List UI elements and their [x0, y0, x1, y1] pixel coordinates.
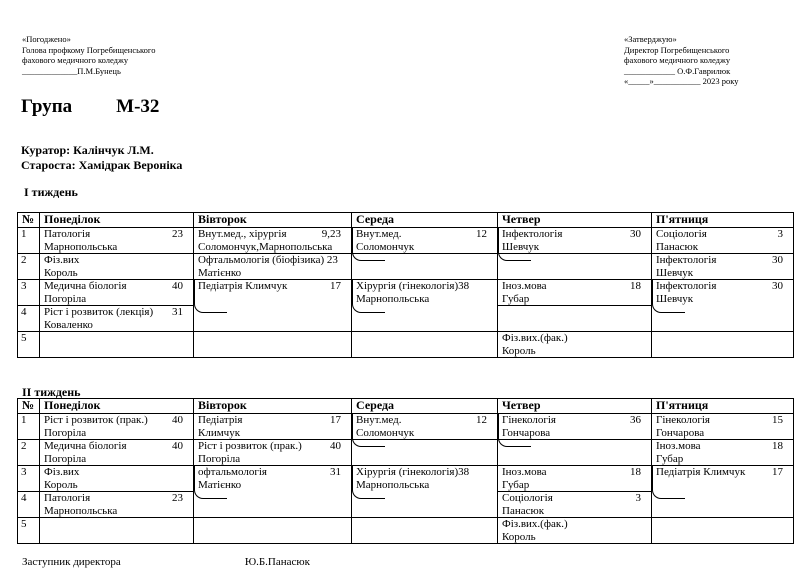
teacher-name: Погоріла: [44, 452, 87, 465]
subject-name: Іноз.мова: [502, 466, 547, 478]
room-number: 17: [772, 466, 783, 478]
room-number: 17: [330, 280, 341, 292]
teacher-name: Панасюк: [502, 504, 545, 517]
room-number: 15: [772, 414, 783, 426]
lesson-number: 3: [18, 280, 40, 306]
lesson-cell: [40, 280, 194, 306]
table-row: [18, 254, 794, 280]
subject-name: Інфектологія: [656, 280, 717, 292]
lesson-cell: [194, 518, 352, 544]
subject-name: Медична біологія: [44, 280, 127, 292]
lesson-cell: [498, 254, 652, 280]
room-number: 23: [172, 228, 183, 240]
lesson-cell: [652, 228, 794, 254]
subject-name: Ріст і розвиток (лекція): [44, 306, 154, 318]
subject-name: Внут.мед., хірургія: [198, 228, 287, 240]
subject-name: офтальмологія: [198, 466, 267, 478]
curator-block: [21, 143, 182, 173]
column-header: П'ятниця: [652, 213, 794, 228]
subject-name: Ріст і розвиток (прак.): [44, 414, 148, 426]
lesson-cell: [352, 414, 498, 440]
teacher-name: Шевчук: [656, 266, 694, 279]
teacher-name: Марнопольська: [44, 504, 118, 517]
teacher-name: Король: [44, 266, 78, 279]
subject-name: Інфектологія: [502, 228, 563, 240]
room-number: 30: [772, 280, 783, 292]
lesson-cell: [194, 228, 352, 254]
lesson-cell: [194, 332, 352, 358]
approval-left-block: [22, 34, 155, 76]
week-1-label: І тиждень: [24, 185, 78, 199]
approval-right-line: «Затверджую»: [624, 34, 677, 44]
column-header: №: [18, 213, 40, 228]
lesson-cell: [194, 440, 352, 466]
teacher-name: Матієнко: [198, 478, 242, 491]
column-header: П'ятниця: [652, 399, 794, 414]
teacher-name: Шевчук: [502, 240, 540, 253]
subject-name: Фіз.вих: [44, 466, 80, 478]
lesson-number: 1: [18, 228, 40, 254]
lesson-cell: [652, 254, 794, 280]
lesson-number: 1: [18, 414, 40, 440]
subject-name: Патологія: [44, 228, 91, 240]
lesson-number: 2: [18, 254, 40, 280]
room-number: 9,23: [321, 228, 341, 240]
teacher-name: Коваленко: [44, 318, 93, 331]
lesson-cell: [652, 280, 794, 332]
teacher-name: Гончарова: [502, 426, 551, 439]
teacher-name: Гончарова: [656, 426, 705, 439]
lesson-cell: [40, 228, 194, 254]
lesson-cell: [498, 332, 652, 358]
approval-right-line: Директор Погребищенського: [624, 44, 730, 55]
lesson-number: 3: [18, 466, 40, 492]
lesson-cell: [40, 466, 194, 492]
lesson-cell: [652, 440, 794, 466]
lesson-cell: [40, 414, 194, 440]
week-2-label: ІІ тиждень: [22, 385, 81, 399]
teacher-name: Соломончук,Марнопольська: [198, 240, 333, 253]
room-number: 12: [476, 228, 487, 240]
table-row: [18, 228, 794, 254]
teacher-name: Погоріла: [198, 452, 241, 465]
column-header: Четвер: [498, 213, 652, 228]
lesson-cell: [498, 466, 652, 492]
room-number: 12: [476, 414, 487, 426]
room-number: 40: [330, 440, 341, 452]
subject-name: Гінекологія: [656, 414, 710, 426]
signature-name: Ю.Б.Панасюк: [244, 556, 310, 568]
starosta-line: Староста: Хамідрак Вероніка: [21, 158, 183, 172]
lesson-number: 5: [18, 518, 40, 544]
table-row: [18, 414, 794, 440]
lesson-cell: [194, 414, 352, 440]
group-title: [21, 96, 159, 118]
lesson-cell: [352, 254, 498, 280]
teacher-name: Марнопольська: [356, 478, 430, 491]
column-header: Четвер: [498, 399, 652, 414]
lesson-cell: [498, 414, 652, 440]
room-number: 31: [172, 306, 183, 318]
approval-left-line: «Погоджено»: [22, 34, 71, 44]
table-row: [18, 332, 794, 358]
week-1-schedule-table: [17, 212, 794, 358]
table-row: [18, 440, 794, 466]
lesson-cell: [498, 518, 652, 544]
column-header: Середа: [352, 213, 498, 228]
subject-name: Медична біологія: [44, 440, 127, 452]
table-row: [18, 518, 794, 544]
lesson-number: 4: [18, 492, 40, 518]
approval-right-block: [624, 34, 739, 87]
group-label: Група: [21, 96, 73, 117]
teacher-name: Король: [502, 344, 536, 357]
column-header: Середа: [352, 399, 498, 414]
teacher-name: Соломончук: [356, 240, 415, 253]
column-header: Понеділок: [40, 399, 194, 414]
teacher-name: Король: [44, 478, 78, 491]
lesson-cell: [194, 280, 352, 332]
lesson-cell: [498, 280, 652, 306]
approval-left-line: _____________П.М.Бунець: [22, 65, 121, 76]
approval-left-line: фахового медичного коледжу: [22, 55, 129, 65]
lesson-cell: [652, 414, 794, 440]
group-code: М-32: [116, 96, 160, 117]
teacher-name: Матієнко: [198, 266, 242, 279]
teacher-name: Губар: [656, 452, 684, 465]
lesson-cell: [40, 332, 194, 358]
room-number: 40: [172, 440, 183, 452]
column-header: №: [18, 399, 40, 414]
subject-name: Внут.мед.: [356, 228, 402, 240]
lesson-cell: [652, 466, 794, 518]
lesson-cell: [40, 518, 194, 544]
room-number: 30: [772, 254, 783, 266]
lesson-number: 5: [18, 332, 40, 358]
table-header-row: [18, 213, 794, 228]
lesson-cell: [498, 228, 652, 254]
subject-name: Фіз.вих: [44, 254, 80, 266]
teacher-name: Король: [502, 530, 536, 543]
subject-name: Педіатрія Климчук: [656, 466, 746, 478]
approval-left-line: Голова профкому Погребищенського: [22, 44, 156, 55]
subject-name: Фіз.вих.(фак.): [502, 332, 568, 344]
lesson-cell: [194, 254, 352, 280]
room-number: 36: [630, 414, 641, 426]
approval-right-line: «_____»___________ 2023 року: [624, 76, 739, 86]
table-header-row: [18, 399, 794, 414]
teacher-name: Шевчук: [656, 292, 694, 305]
curator-line: Куратор: Калінчук Л.М.: [21, 143, 154, 157]
subject-name: Хірургія (гінекологія)38: [356, 466, 470, 478]
column-header: Вівторок: [194, 213, 352, 228]
column-header: Понеділок: [40, 213, 194, 228]
subject-name: Педіатрія: [198, 414, 243, 426]
lesson-cell: [352, 466, 498, 518]
teacher-name: Губар: [502, 478, 530, 491]
subject-name: Хірургія (гінекологія)38: [356, 280, 470, 292]
lesson-cell: [352, 518, 498, 544]
lesson-cell: [40, 492, 194, 518]
teacher-name: Панасюк: [656, 240, 699, 253]
lesson-cell: [194, 466, 352, 518]
lesson-number: 4: [18, 306, 40, 332]
lesson-cell: [352, 440, 498, 466]
table-row: [18, 466, 794, 492]
approval-right-line: фахового медичного коледжу: [624, 55, 731, 65]
week-2-schedule-table: [17, 398, 794, 544]
lesson-cell: [40, 254, 194, 280]
room-number: 40: [172, 414, 183, 426]
room-number: 30: [630, 228, 641, 240]
room-number: 23: [172, 492, 183, 504]
subject-name: Педіатрія Климчук: [198, 280, 288, 292]
lesson-cell: [498, 306, 652, 332]
teacher-name: Марнопольська: [44, 240, 118, 253]
subject-name: Гінекологія: [502, 414, 556, 426]
subject-name: Патологія: [44, 492, 91, 504]
signature-line: [22, 556, 310, 568]
room-number: 18: [772, 440, 783, 452]
signature-title: Заступник директора: [22, 556, 121, 568]
subject-name: Іноз.мова: [502, 280, 547, 292]
subject-name: Внут.мед.: [356, 414, 402, 426]
subject-name: Офтальмологія (біофізика) 23: [198, 254, 338, 266]
lesson-cell: [40, 306, 194, 332]
room-number: 18: [630, 466, 641, 478]
subject-name: Ріст і розвиток (прак.): [198, 440, 302, 452]
room-number: 3: [635, 492, 641, 504]
teacher-name: Соломончук: [356, 426, 415, 439]
subject-name: Іноз.мова: [656, 440, 701, 452]
room-number: 17: [330, 414, 341, 426]
lesson-cell: [652, 518, 794, 544]
lesson-cell: [352, 228, 498, 254]
subject-name: Фіз.вих.(фак.): [502, 518, 568, 530]
teacher-name: Климчук: [198, 426, 241, 439]
teacher-name: Марнопольська: [356, 292, 430, 305]
room-number: 31: [330, 466, 341, 478]
subject-name: Соціологія: [502, 492, 553, 504]
teacher-name: Погоріла: [44, 292, 87, 305]
lesson-cell: [352, 280, 498, 332]
lesson-number: 2: [18, 440, 40, 466]
room-number: 18: [630, 280, 641, 292]
subject-name: Інфектологія: [656, 254, 717, 266]
lesson-cell: [40, 440, 194, 466]
column-header: Вівторок: [194, 399, 352, 414]
lesson-cell: [498, 440, 652, 466]
lesson-cell: [652, 332, 794, 358]
approval-right-line: ____________ О.Ф.Гаврилюк: [624, 65, 731, 76]
room-number: 40: [172, 280, 183, 292]
room-number: 3: [777, 228, 783, 240]
table-row: [18, 280, 794, 306]
lesson-cell: [498, 492, 652, 518]
teacher-name: Погоріла: [44, 426, 87, 439]
subject-name: Соціологія: [656, 228, 707, 240]
teacher-name: Губар: [502, 292, 530, 305]
lesson-cell: [352, 332, 498, 358]
